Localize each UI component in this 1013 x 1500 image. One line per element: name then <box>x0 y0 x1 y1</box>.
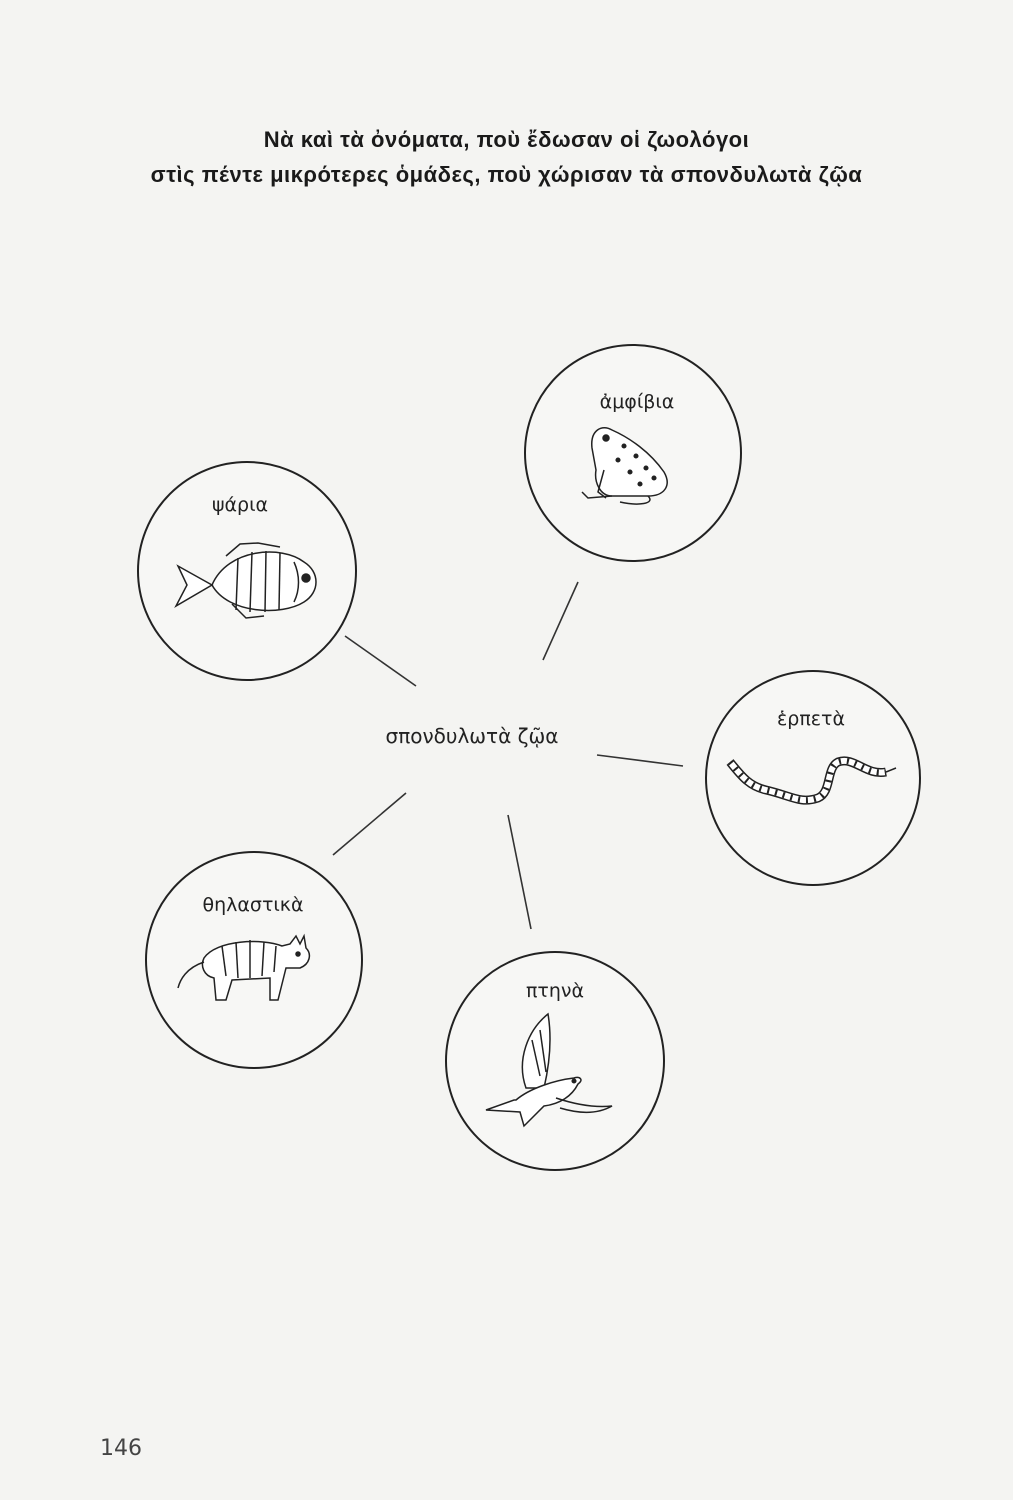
page-number: 146 <box>100 1436 142 1461</box>
connector-fish <box>345 636 416 686</box>
heading-line-2: στὶς πέντε μικρότερες ὁμάδες, ποὺ χώρισαν τὰ σπονδυλωτὰ ζῷα <box>150 162 863 187</box>
group-label-amphibians: ἀμφίβια <box>599 391 675 413</box>
group-label-fish: ψάρια <box>211 494 269 516</box>
group-label-birds: πτηνὰ <box>525 980 585 1002</box>
center-label: σπονδυλωτὰ ζῷα <box>385 724 559 748</box>
group-label-mammals: θηλαστικὰ <box>202 894 304 916</box>
connector-reptiles <box>597 755 683 766</box>
connector-birds <box>508 815 531 929</box>
connector-mammals <box>333 793 406 855</box>
heading-line-1: Νὰ καὶ τὰ ὀνόματα, ποὺ ἔδωσαν οἱ ζωολόγοι <box>263 127 750 152</box>
group-label-reptiles: ἑρπετὰ <box>776 708 846 730</box>
connector-amphibians <box>543 582 578 660</box>
